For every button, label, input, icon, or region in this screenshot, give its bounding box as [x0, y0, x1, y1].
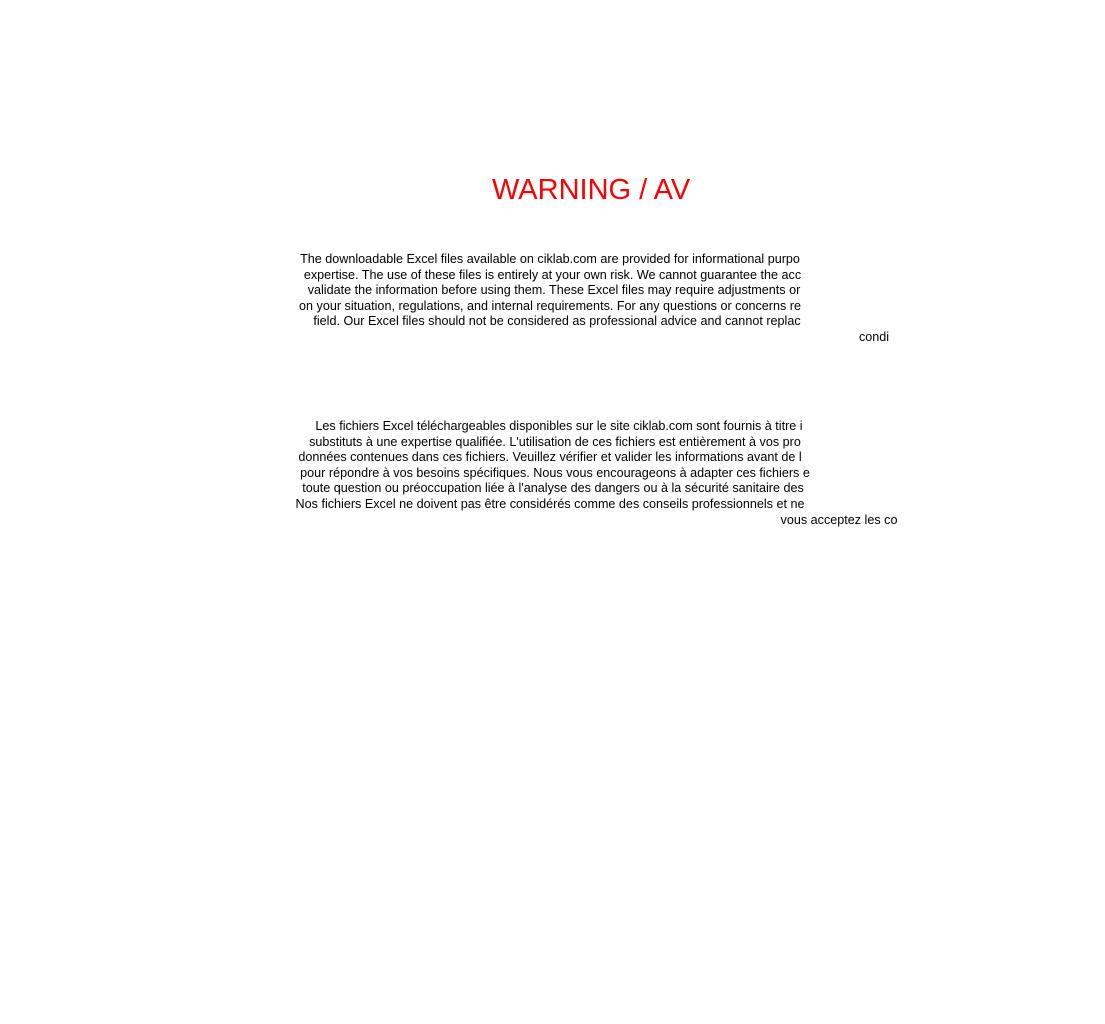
- english-line-5: field. Our Excel files should not be considered as professional advice and cannot replac: [313, 314, 801, 329]
- english-line-4: on your situation, regulations, and internal requirements. For any questions or concerns re: [299, 298, 801, 313]
- french-line-6: Nos fichiers Excel ne doivent pas être considérés comme des conseils professionnels et ne: [295, 496, 805, 511]
- warning-title: WARNING / AV: [492, 174, 691, 206]
- french-line-5: toute question ou préoccupation liée à l'analyse des dangers ou à la sécurité sanitaire des: [302, 481, 804, 496]
- english-line-2: expertise. The use of these files is entirely at your own risk. We cannot guarantee the acc: [303, 267, 802, 282]
- english-line-3: validate the information before using them. These Excel files may require adjustments or: [307, 283, 801, 298]
- english-disclaimer: [0, 252, 1105, 346]
- english-line-6: condi: [858, 329, 890, 344]
- french-line-3: données contenues dans ces fichiers. Veuillez vérifier et valider les informations avant de l: [298, 450, 802, 465]
- french-disclaimer: [0, 419, 1105, 528]
- french-line-2: substituts à une expertise qualifiée. L'utilisation de ces fichiers est entièrement à vos pro: [309, 434, 801, 449]
- french-line-4: pour répondre à vos besoins spécifiques. Nous vous encourageons à adapter ces fichiers e: [300, 465, 810, 480]
- french-line-1: Les fichiers Excel téléchargeables disponibles sur le site ciklab.com sont fournis à titre i: [315, 419, 803, 433]
- french-line-7: vous acceptez les co: [780, 512, 898, 527]
- english-line-1: The downloadable Excel files available on ciklab.com are provided for informational purpo: [300, 252, 800, 266]
